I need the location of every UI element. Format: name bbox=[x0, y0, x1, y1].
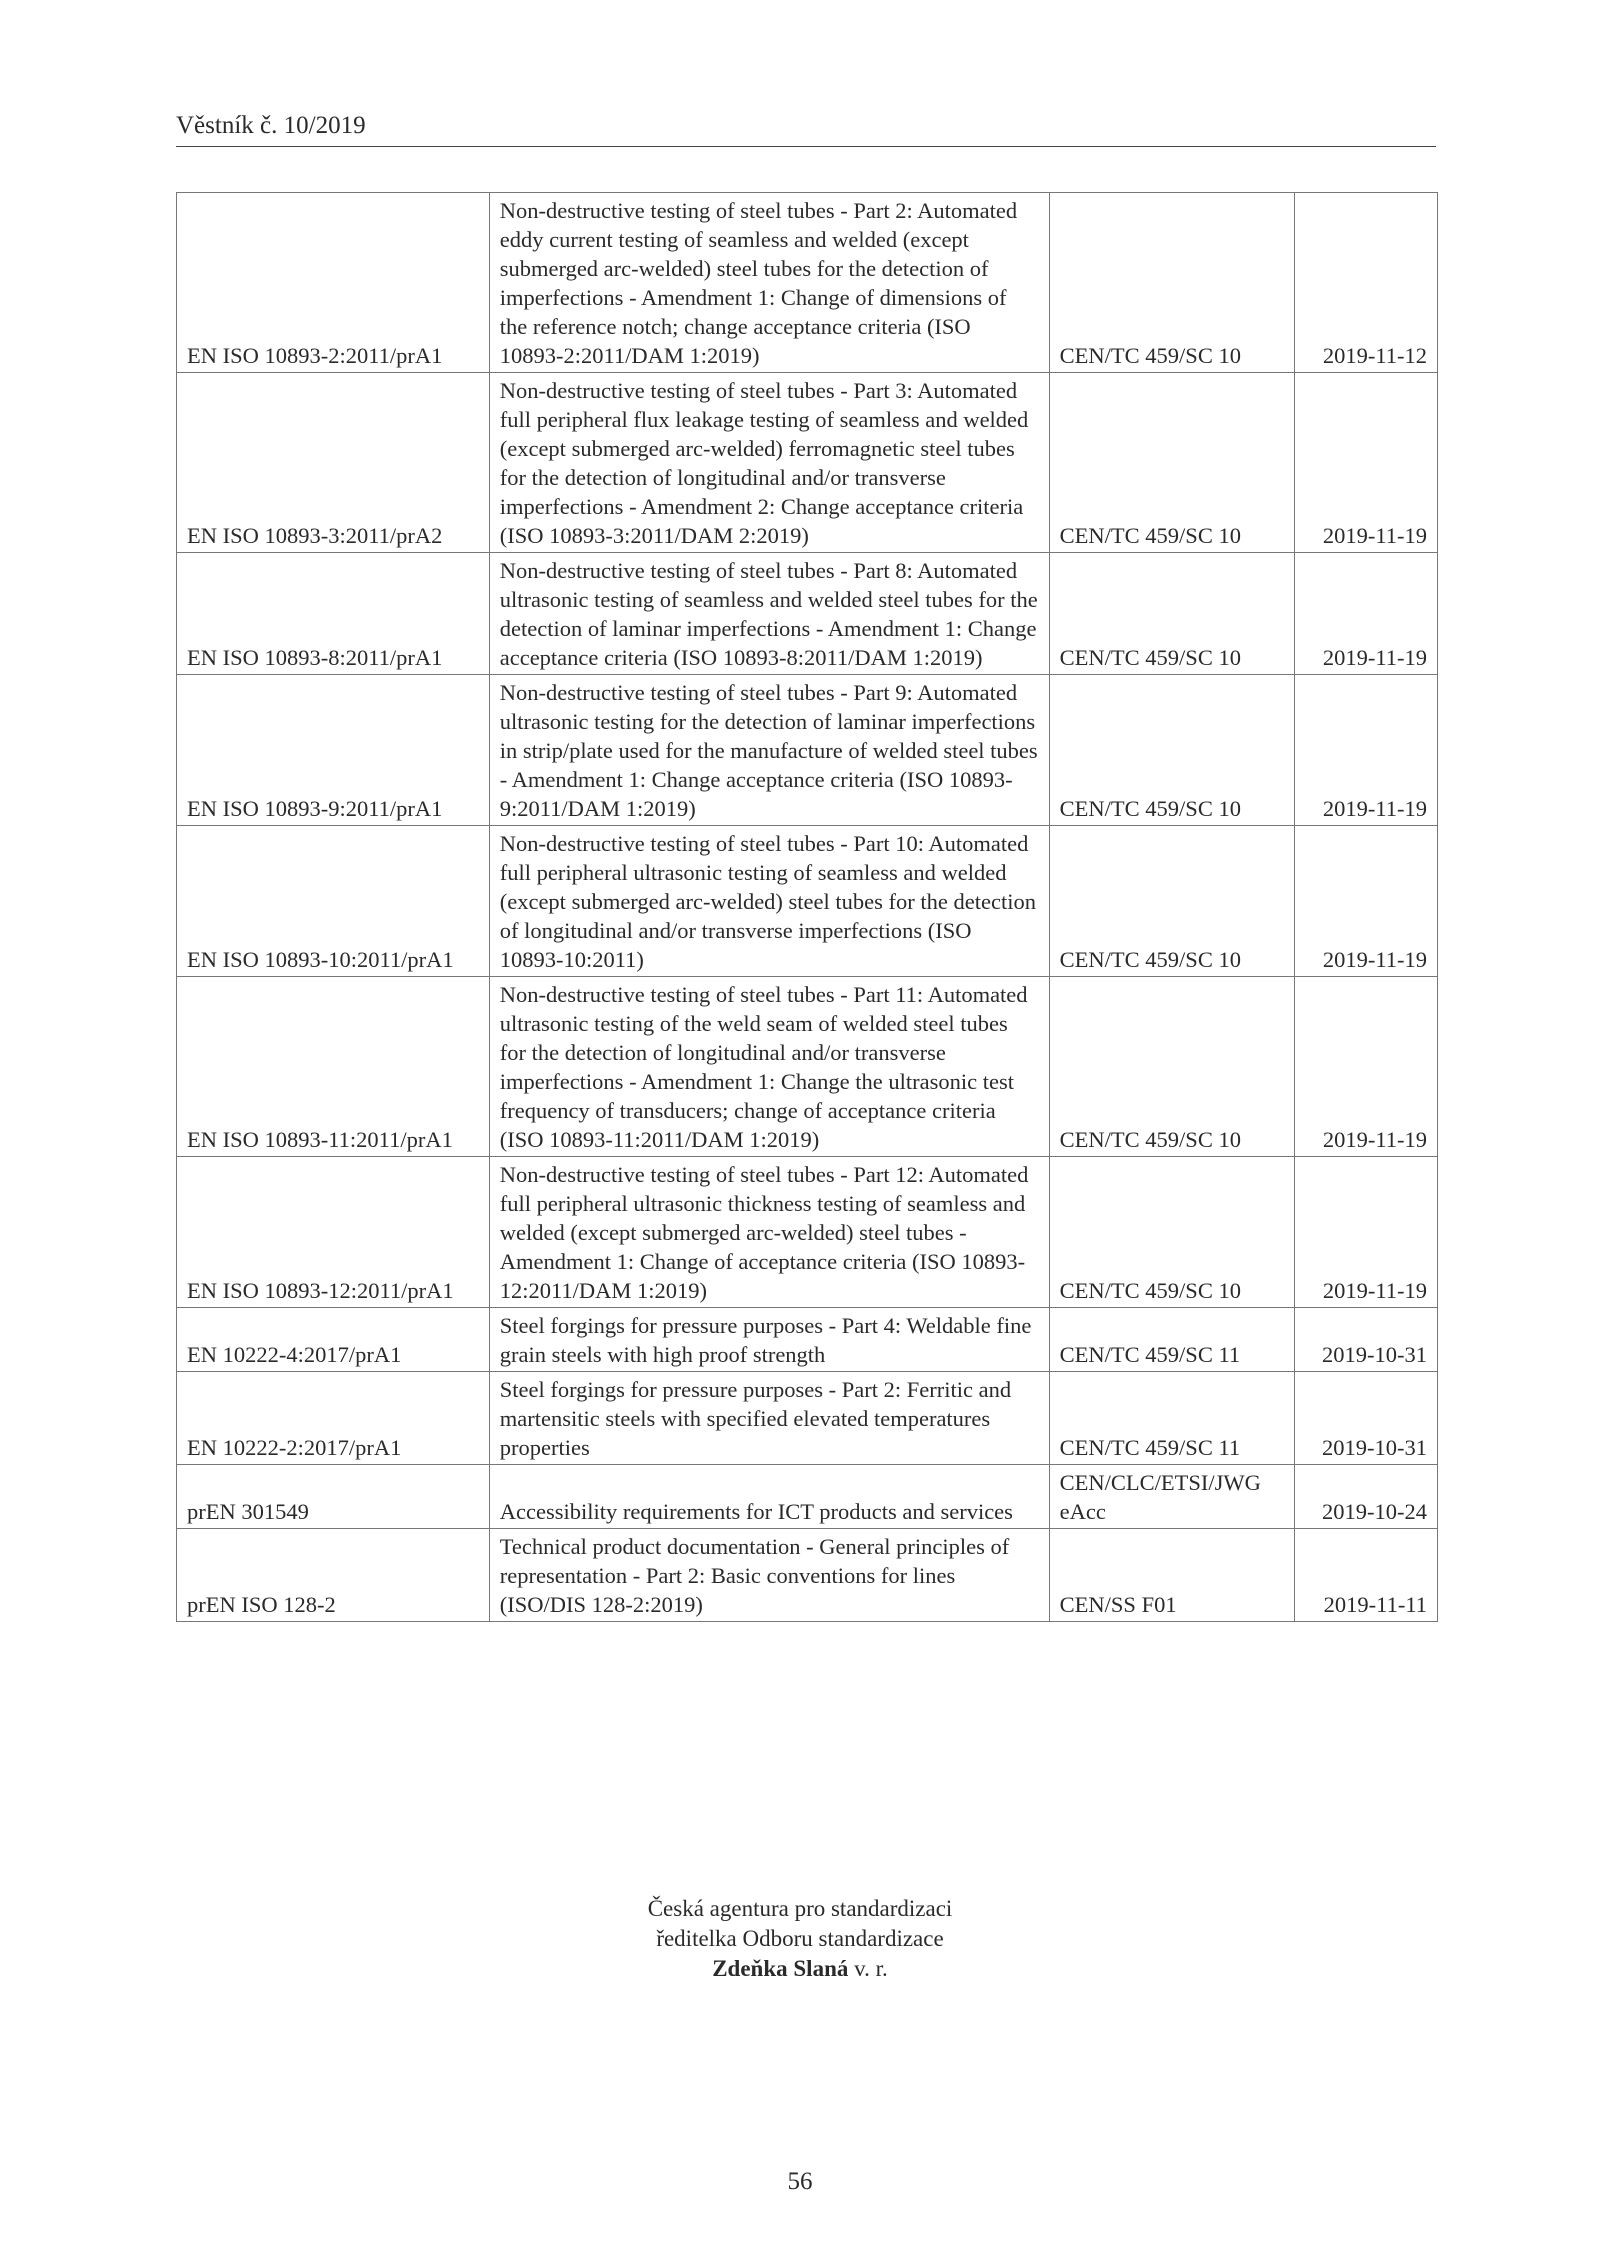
signatory-line bbox=[0, 1954, 1600, 1984]
committee-cell: CEN/TC 459/SC 11 bbox=[1049, 1372, 1295, 1465]
committee-cell: CEN/TC 459/SC 10 bbox=[1049, 675, 1295, 826]
committee-cell: CEN/TC 459/SC 10 bbox=[1049, 193, 1295, 373]
table-row bbox=[177, 977, 1438, 1157]
table-row bbox=[177, 675, 1438, 826]
standard-code-cell: EN 10222-2:2017/prA1 bbox=[177, 1372, 490, 1465]
standard-code-cell: prEN ISO 128-2 bbox=[177, 1529, 490, 1622]
deadline-date-cell: 2019-11-19 bbox=[1295, 675, 1438, 826]
deadline-date-cell: 2019-10-24 bbox=[1295, 1465, 1438, 1529]
deadline-date-cell: 2019-11-12 bbox=[1295, 193, 1438, 373]
committee-cell: CEN/TC 459/SC 10 bbox=[1049, 373, 1295, 553]
committee-cell: CEN/TC 459/SC 10 bbox=[1049, 977, 1295, 1157]
committee-cell: CEN/SS F01 bbox=[1049, 1529, 1295, 1622]
standard-title-cell: Steel forgings for pressure purposes - Part 2: Ferritic and martensitic steels with specified elevated temperatures properties bbox=[489, 1372, 1049, 1465]
standard-title-cell: Non-destructive testing of steel tubes - Part 2: Automated eddy current testing of seamless and welded (except submerged arc-welded) steel tubes for the detection of imperfections - Amendment 1: Change of dimensions of the reference notch; change acceptance criteria (ISO 10893-2:2011/DAM 1:2019) bbox=[489, 193, 1049, 373]
standard-code-cell: EN 10222-4:2017/prA1 bbox=[177, 1308, 490, 1372]
agency-name: Česká agentura pro standardizaci bbox=[647, 1896, 953, 1921]
standard-code-cell: EN ISO 10893-9:2011/prA1 bbox=[177, 675, 490, 826]
signatory-position: ředitelka Odboru standardizace bbox=[656, 1926, 944, 1951]
standard-title-cell: Non-destructive testing of steel tubes - Part 10: Automated full peripheral ultrasonic testing of seamless and welded (except submerged arc-welded) steel tubes for the detection of longitudinal and/or transverse imperfections (ISO 10893-10:2011) bbox=[489, 826, 1049, 977]
signature-block bbox=[0, 1894, 1600, 1984]
deadline-date-cell: 2019-11-19 bbox=[1295, 977, 1438, 1157]
deadline-date-cell: 2019-10-31 bbox=[1295, 1308, 1438, 1372]
deadline-date-cell: 2019-11-19 bbox=[1295, 826, 1438, 977]
deadline-date-cell: 2019-11-19 bbox=[1295, 373, 1438, 553]
deadline-date-cell: 2019-11-11 bbox=[1295, 1529, 1438, 1622]
committee-cell: CEN/TC 459/SC 10 bbox=[1049, 1157, 1295, 1308]
table-row bbox=[177, 373, 1438, 553]
table-row bbox=[177, 1308, 1438, 1372]
standard-title-cell: Non-destructive testing of steel tubes - Part 12: Automated full peripheral ultrasonic thickness testing of seamless and welded (except submerged arc-welded) steel tubes - Amendment 1: Change of acceptance criteria (ISO 10893-12:2011/DAM 1:2019) bbox=[489, 1157, 1049, 1308]
standard-code-cell: EN ISO 10893-3:2011/prA2 bbox=[177, 373, 490, 553]
table-row bbox=[177, 193, 1438, 373]
standard-title-cell: Non-destructive testing of steel tubes - Part 3: Automated full peripheral flux leakage testing of seamless and welded (except submerged arc-welded) ferromagnetic steel tubes for the detection of longitudinal and/or transverse imperfections - Amendment 2: Change acceptance criteria (ISO 10893-3:2011/DAM 2:2019) bbox=[489, 373, 1049, 553]
deadline-date-cell: 2019-10-31 bbox=[1295, 1372, 1438, 1465]
table-row bbox=[177, 1372, 1438, 1465]
table-row bbox=[177, 1529, 1438, 1622]
standard-code-cell: EN ISO 10893-12:2011/prA1 bbox=[177, 1157, 490, 1308]
standard-code-cell: EN ISO 10893-10:2011/prA1 bbox=[177, 826, 490, 977]
standard-title-cell: Non-destructive testing of steel tubes - Part 9: Automated ultrasonic testing for the detection of laminar imperfections in strip/plate used for the manufacture of welded steel tubes - Amendment 1: Change acceptance criteria (ISO 10893-9:2011/DAM 1:2019) bbox=[489, 675, 1049, 826]
table-row bbox=[177, 553, 1438, 675]
committee-cell: CEN/TC 459/SC 11 bbox=[1049, 1308, 1295, 1372]
committee-cell: CEN/TC 459/SC 10 bbox=[1049, 826, 1295, 977]
standard-title-cell: Non-destructive testing of steel tubes - Part 11: Automated ultrasonic testing of the weld seam of welded steel tubes for the detection of longitudinal and/or transverse imperfections - Amendment 1: Change the ultrasonic test frequency of transducers; change of acceptance criteria (ISO 10893-11:2011/DAM 1:2019) bbox=[489, 977, 1049, 1157]
committee-cell: CEN/TC 459/SC 10 bbox=[1049, 553, 1295, 675]
signatory-suffix: v. r. bbox=[854, 1956, 888, 1981]
table-row bbox=[177, 826, 1438, 977]
standards-table bbox=[176, 192, 1438, 1622]
standard-title-cell: Steel forgings for pressure purposes - Part 4: Weldable fine grain steels with high proof strength bbox=[489, 1308, 1049, 1372]
deadline-date-cell: 2019-11-19 bbox=[1295, 553, 1438, 675]
standard-code-cell: EN ISO 10893-2:2011/prA1 bbox=[177, 193, 490, 373]
journal-title: Věstník č. 10/2019 bbox=[176, 112, 366, 139]
deadline-date-cell: 2019-11-19 bbox=[1295, 1157, 1438, 1308]
standard-code-cell: EN ISO 10893-11:2011/prA1 bbox=[177, 977, 490, 1157]
standard-code-cell: EN ISO 10893-8:2011/prA1 bbox=[177, 553, 490, 675]
committee-cell: CEN/CLC/ETSI/JWG eAcc bbox=[1049, 1465, 1295, 1529]
table-row bbox=[177, 1157, 1438, 1308]
page-number: 56 bbox=[787, 2168, 813, 2195]
standard-title-cell: Non-destructive testing of steel tubes - Part 8: Automated ultrasonic testing of seamless and welded steel tubes for the detection of laminar imperfections - Amendment 1: Change acceptance criteria (ISO 10893-8:2011/DAM 1:2019) bbox=[489, 553, 1049, 675]
standard-title-cell: Technical product documentation - General principles of representation - Part 2: Basic conventions for lines (ISO/DIS 128-2:2019) bbox=[489, 1529, 1049, 1622]
table-row bbox=[177, 1465, 1438, 1529]
page-header bbox=[176, 112, 1436, 147]
standard-title-cell: Accessibility requirements for ICT products and services bbox=[489, 1465, 1049, 1529]
standard-code-cell: prEN 301549 bbox=[177, 1465, 490, 1529]
signatory-name: Zdeňka Slaná bbox=[712, 1956, 849, 1981]
